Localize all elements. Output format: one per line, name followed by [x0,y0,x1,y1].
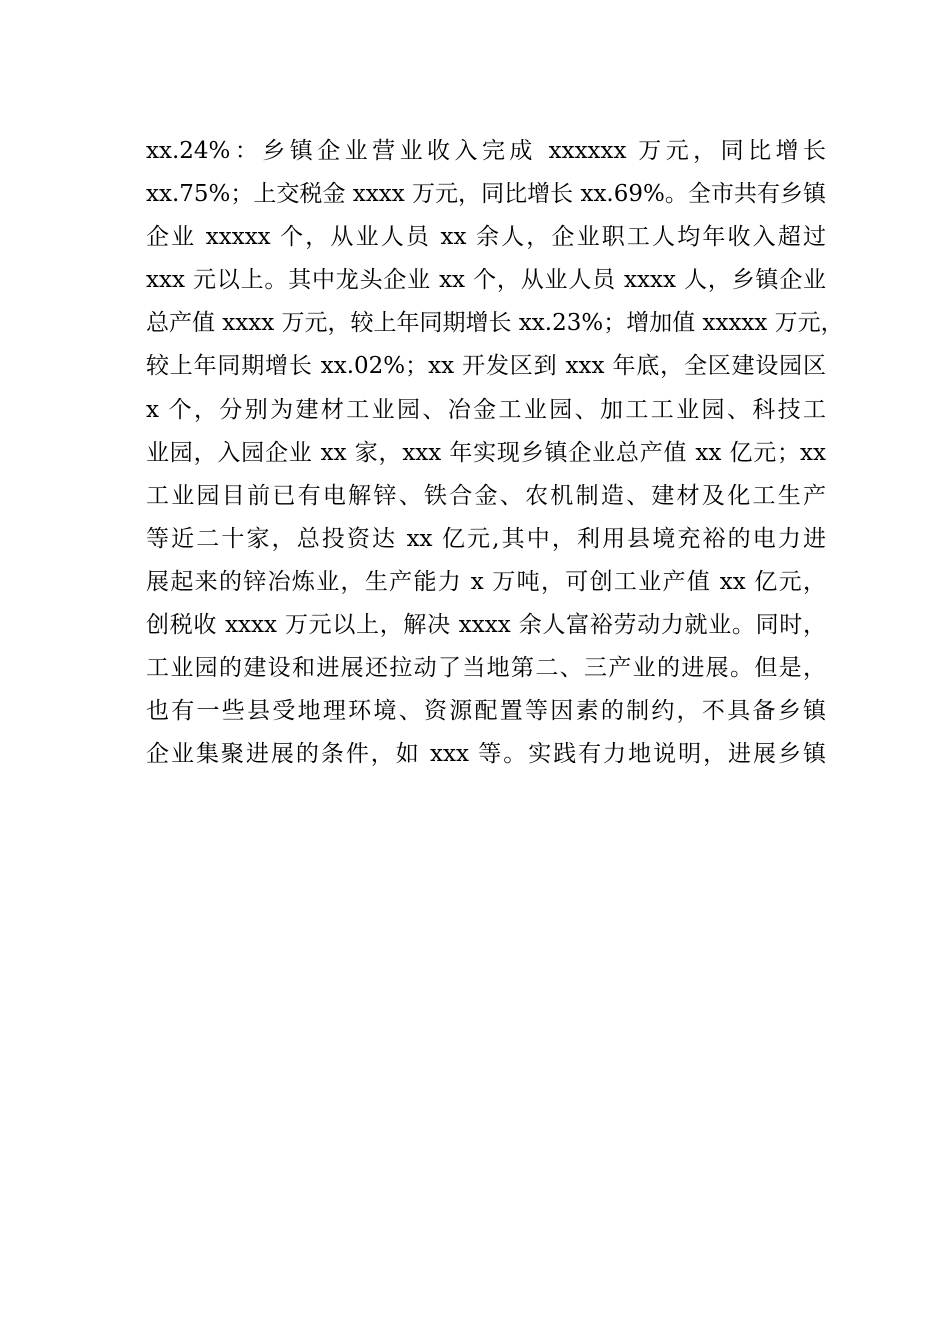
text-line: 业园，入园企业 xx 家，xxx 年实现乡镇企业总产值 xx 亿元；xx [146,439,826,466]
text-line: 也有一些县受地理环境、资源配置等因素的制约，不具备乡镇 [146,698,826,725]
text-line: 企业 xxxxx 个，从业人员 xx 余人，企业职工人均年收入超过 [146,224,826,251]
text-line: 展起来的锌冶炼业，生产能力 x 万吨，可创工业产值 xx 亿元， [146,568,826,595]
text-line: 工业园目前已有电解锌、铁合金、农机制造、建材及化工生产 [146,482,826,509]
text-line: x 个，分别为建材工业园、冶金工业园、加工工业园、科技工 [146,396,826,423]
text-line: 工业园的建设和进展还拉动了当地第二、三产业的进展。但是， [146,655,826,682]
text-line: xx.75%；上交税金 xxxx 万元，同比增长 xx.69%。全市共有乡镇 [146,181,826,208]
body-paragraph [146,130,844,776]
text-line: 创税收 xxxx 万元以上，解决 xxxx 余人富裕劳动力就业。同时， [146,612,826,639]
text-line: xxx 元以上。其中龙头企业 xx 个，从业人员 xxxx 人，乡镇企业 [146,267,826,294]
text-line: 等近二十家，总投资达 xx 亿元,其中，利用县境充裕的电力进 [146,525,826,552]
text-line: 总产值 xxxx 万元，较上年同期增长 xx.23%；增加值 xxxxx 万元， [146,310,844,337]
text-line: xx.24%：乡镇企业营业收入完成 xxxxxx 万元，同比增长 [146,138,826,164]
text-line: 企业集聚进展的条件，如 xxx 等。实践有力地说明，进展乡镇 [146,741,826,768]
text-line: 较上年同期增长 xx.02%；xx 开发区到 xxx 年底，全区建设园区 [146,353,826,380]
